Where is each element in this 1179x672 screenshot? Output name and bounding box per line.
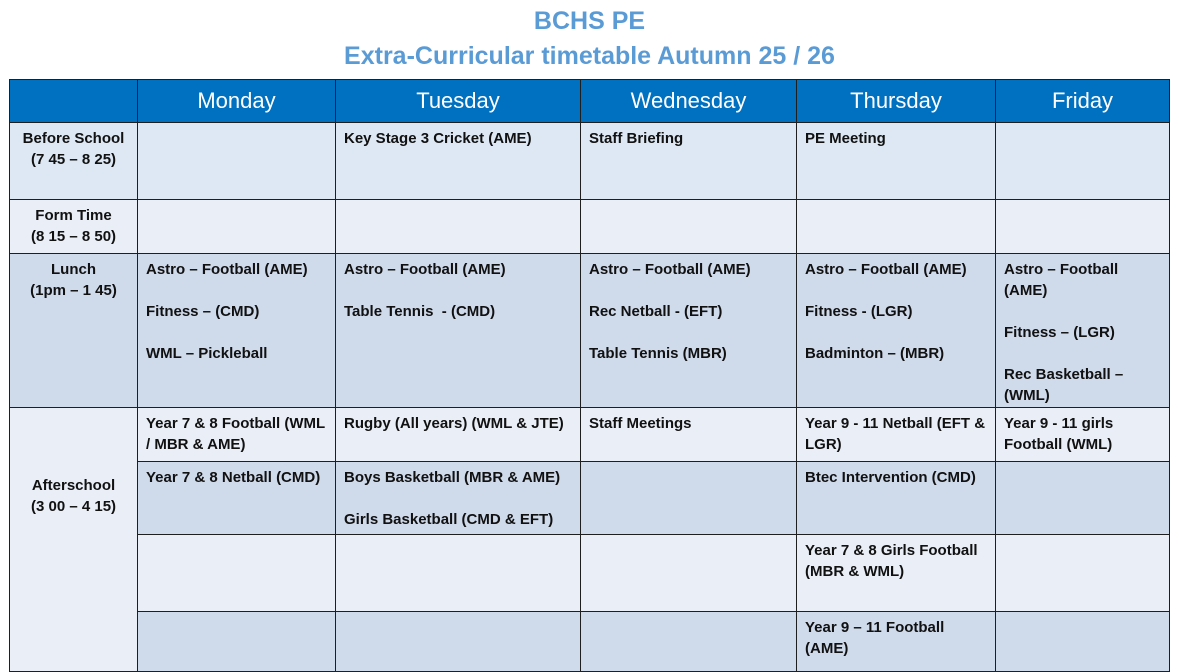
- afterschool-friday-3: [996, 535, 1170, 612]
- period-time: (7 45 – 8 25): [30, 151, 117, 168]
- activity: Fitness – (CMD): [146, 303, 260, 320]
- afterschool-wednesday-3: [581, 535, 797, 612]
- page-subtitle: Extra-Curricular timetable Autumn 25 / 26: [344, 42, 835, 70]
- activity: Astro – Football (AME): [146, 261, 308, 278]
- afterschool-thursday-4: Year 9 – 11 Football (AME): [797, 612, 996, 672]
- timetable: [9, 79, 1170, 672]
- afterschool-wednesday-1: Staff Meetings: [581, 408, 797, 462]
- form-time-thursday: [797, 200, 996, 254]
- form-time-monday: [138, 200, 336, 254]
- before-school-wednesday: Staff Briefing: [581, 123, 797, 200]
- period-time: (1pm – 1 45): [30, 282, 117, 299]
- day-header-thursday: Thursday: [797, 80, 996, 123]
- day-header-friday: Friday: [996, 80, 1170, 123]
- lunch-wednesday: [581, 254, 797, 408]
- activity: Rec Basketball – (WML): [1004, 366, 1124, 404]
- period-name: Before School: [22, 130, 125, 147]
- activity: Badminton – (MBR): [805, 345, 945, 362]
- day-header-monday: Monday: [138, 80, 336, 123]
- afterschool-monday-1: Year 7 & 8 Football (WML / MBR & AME): [138, 408, 336, 462]
- form-time-tuesday: [336, 200, 581, 254]
- day-header-tuesday: Tuesday: [336, 80, 581, 123]
- activity: Astro – Football (AME): [805, 261, 967, 278]
- before-school-tuesday: Key Stage 3 Cricket (AME): [336, 123, 581, 200]
- activity: Astro – Football (AME): [589, 261, 751, 278]
- activity: Boys Basketball (MBR & AME): [344, 469, 561, 486]
- activity: Girls Basketball (CMD & EFT): [344, 511, 554, 528]
- afterschool-friday-1: Year 9 - 11 girls Football (WML): [996, 408, 1170, 462]
- form-time-label: [10, 200, 138, 254]
- afterschool-tuesday-3: [336, 535, 581, 612]
- before-school-row: [10, 123, 1170, 200]
- lunch-friday: [996, 254, 1170, 408]
- afterschool-label: [10, 408, 138, 672]
- activity: Rec Netball - (EFT): [589, 303, 723, 320]
- corner-cell: [10, 80, 138, 123]
- lunch-label: [10, 254, 138, 408]
- lunch-thursday: [797, 254, 996, 408]
- afterschool-thursday-2: Btec Intervention (CMD): [797, 462, 996, 535]
- before-school-label: [10, 123, 138, 200]
- page-title: BCHS PE: [533, 7, 646, 35]
- activity: Table Tennis - (CMD): [344, 303, 496, 320]
- afterschool-tuesday-2: [336, 462, 581, 535]
- period-time: (8 15 – 8 50): [30, 228, 117, 245]
- day-header-wednesday: Wednesday: [581, 80, 797, 123]
- period-time: (3 00 – 4 15): [30, 498, 117, 515]
- period-name: Form Time: [35, 207, 112, 224]
- activity: Fitness - (LGR): [805, 303, 913, 320]
- afterschool-wednesday-2: [581, 462, 797, 535]
- activity: Table Tennis (MBR): [589, 345, 727, 362]
- afterschool-friday-2: [996, 462, 1170, 535]
- afterschool-row-1: [10, 408, 1170, 462]
- lunch-monday: [138, 254, 336, 408]
- form-time-friday: [996, 200, 1170, 254]
- header-row: [10, 80, 1170, 123]
- afterschool-row-2: [10, 462, 1170, 535]
- form-time-wednesday: [581, 200, 797, 254]
- lunch-tuesday: [336, 254, 581, 408]
- period-name: Lunch: [51, 261, 96, 278]
- form-time-row: [10, 200, 1170, 254]
- afterschool-thursday-1: Year 9 - 11 Netball (EFT & LGR): [797, 408, 996, 462]
- afterschool-thursday-3: Year 7 & 8 Girls Football (MBR & WML): [797, 535, 996, 612]
- activity: Astro – Football (AME): [344, 261, 506, 278]
- lunch-row: [10, 254, 1170, 408]
- afterschool-row-3: [10, 535, 1170, 612]
- afterschool-monday-2: Year 7 & 8 Netball (CMD): [138, 462, 336, 535]
- before-school-monday: [138, 123, 336, 200]
- activity: Astro – Football (AME): [1004, 261, 1119, 299]
- afterschool-monday-3: [138, 535, 336, 612]
- before-school-thursday: PE Meeting: [797, 123, 996, 200]
- period-name: Afterschool: [31, 477, 116, 494]
- activity: Fitness – (LGR): [1004, 324, 1115, 341]
- before-school-friday: [996, 123, 1170, 200]
- activity: WML – Pickleball: [146, 345, 268, 362]
- afterschool-tuesday-1: Rugby (All years) (WML & JTE): [336, 408, 581, 462]
